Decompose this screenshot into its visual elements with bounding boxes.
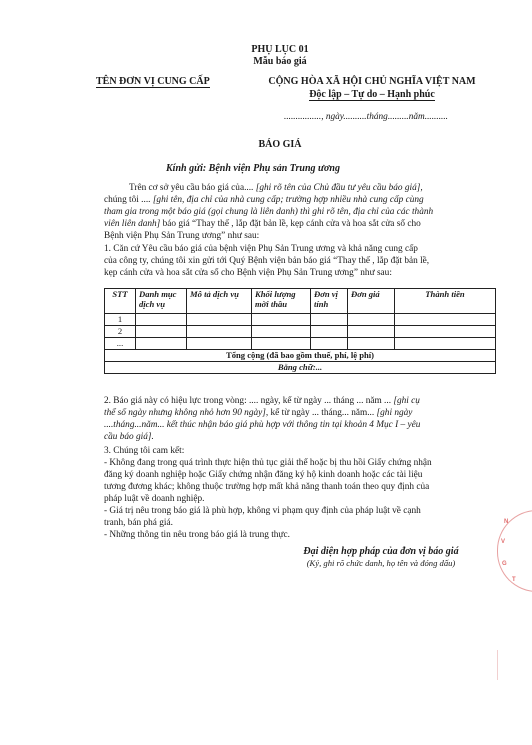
table-cell (395, 314, 496, 326)
table-cell (252, 314, 311, 326)
table-cell (252, 338, 311, 350)
signature-note: (Ký, ghi rõ chức danh, họ tên và đóng dấu) (306, 558, 456, 568)
table-row (105, 326, 496, 338)
header-total: Thành tiền (395, 289, 496, 314)
row-stt: 1 (105, 314, 136, 326)
table-row (105, 314, 496, 326)
commitment-line: đăng ký doanh nghiệp hoặc Giấy chứng nhận đăng ký hộ kinh doanh hoặc các tài liệu (104, 470, 423, 480)
section2-line-4: cầu báo giá]. (104, 432, 154, 442)
table-cell (395, 338, 496, 350)
form-title: Mẫu báo giá (253, 56, 307, 67)
words-row (105, 362, 496, 374)
table-cell (187, 338, 252, 350)
intro-line-3: tham gia trong một báo giá (gọi chung là liên danh) thì ghi rõ tên, địa chỉ của các thành (104, 207, 434, 217)
row-stt: 2 (105, 326, 136, 338)
table-cell (395, 326, 496, 338)
header-quantity: Khối lượng mời thầu (252, 289, 311, 314)
intro-line-2: chúng tôi .... [ghi tên, địa chỉ của nhà cung cấp; trường hợp nhiều nhà cung cấp cùng (104, 195, 424, 205)
motto: Độc lập – Tự do – Hạnh phúc (309, 89, 435, 100)
table-cell (311, 326, 348, 338)
document-title: BÁO GIÁ (258, 139, 302, 150)
appendix-label: PHỤ LỤC 01 (251, 44, 309, 55)
section3-heading: 3. Chúng tôi cam kết: (104, 446, 185, 456)
commitment-line: pháp luật về doanh nghiệp. (104, 494, 205, 504)
intro-line-5: Bệnh viện Phụ Sản Trung ương” như sau: (104, 231, 260, 241)
stamp-fragment (497, 650, 514, 680)
intro-line-1: Trên cơ sở yêu cầu báo giá của.... [ghi rõ tên của Chủ đầu tư yêu cầu báo giá], (129, 183, 423, 193)
recipient-line: Kính gửi: Bệnh viện Phụ sản Trung ương (166, 163, 340, 174)
red-stamp-mark: N V G T (497, 510, 532, 592)
supplier-name-label: TÊN ĐƠN VỊ CUNG CẤP (96, 76, 210, 87)
date-line: ................, ngày..........tháng.........năm.......... (284, 112, 448, 122)
amount-in-words: Bằng chữ:... (105, 362, 496, 374)
table-cell (136, 338, 187, 350)
country-name: CỘNG HÒA XÃ HỘI CHỦ NGHĨA VIỆT NAM (268, 76, 476, 87)
section2-line-1: 2. Báo giá này có hiệu lực trong vòng: .... ngày, kể từ ngày ... tháng ... năm ... [ghi cụ (104, 396, 420, 406)
total-row (105, 350, 496, 362)
section1-line-3: kẹp cánh cửa và hoa sắt cửa sổ cho Bệnh viện Phụ Sản Trung ương” như sau: (104, 268, 392, 278)
header-unit-price: Đơn giá (348, 289, 395, 314)
total-label: Tổng cộng (đã bao gồm thuế, phí, lệ phí) (105, 350, 496, 362)
table-cell (252, 326, 311, 338)
table-cell (348, 338, 395, 350)
table-cell (311, 314, 348, 326)
section2-line-2: thể số ngày nhưng không nhỏ hơn 90 ngày], kể từ ngày ... tháng... năm... [ghi ngày (104, 408, 413, 418)
header-service-description: Mô tả dịch vụ (187, 289, 252, 314)
signature-title: Đại diện hợp pháp của đơn vị báo giá (303, 546, 459, 557)
section1-line-2: của công ty, chúng tôi xin gửi tới Quý Bệnh viện bản báo giá “Thay thế , lắp đặt bản lề, (104, 256, 430, 266)
header-stt: STT (105, 289, 136, 314)
table-cell (136, 326, 187, 338)
table-cell (187, 314, 252, 326)
table-cell (348, 326, 395, 338)
table-cell (311, 338, 348, 350)
header-service-list: Danh mục dịch vụ (136, 289, 187, 314)
table-header-row (105, 289, 496, 314)
table-cell (136, 314, 187, 326)
commitment-line: tương đương khác; không thuộc trường hợp mất khả năng thanh toán theo quy định của (104, 482, 430, 492)
row-stt: ... (105, 338, 136, 350)
header-unit: Đơn vị tính (311, 289, 348, 314)
table-row (105, 338, 496, 350)
quote-table (104, 288, 496, 374)
section2-line-3: ....tháng...năm... kết thúc nhận báo giá phù hợp với thông tin tại khoản 4 Mục I – yêu (104, 420, 421, 430)
table-cell (348, 314, 395, 326)
intro-line-4: viên liên danh] báo giá “Thay thế , lắp đặt bản lề, kẹp cánh cửa và hoa sắt cửa sổ cho (104, 219, 421, 229)
commitment-line: - Không đang trong quá trình thực hiện thủ tục giải thể hoặc bị thu hồi Giấy chứng nhận (104, 458, 432, 468)
table-cell (187, 326, 252, 338)
section1-line-1: 1. Căn cứ Yêu cầu báo giá của bệnh viện Phụ Sản Trung ương và khả năng cung cấp (104, 244, 418, 254)
commitment-line: - Những thông tin nêu trong báo giá là trung thực. (104, 530, 290, 540)
commitment-line: - Giá trị nêu trong báo giá là phù hợp, không vi phạm quy định của pháp luật về cạnh (104, 506, 421, 516)
commitment-line: tranh, bán phá giá. (104, 518, 173, 528)
